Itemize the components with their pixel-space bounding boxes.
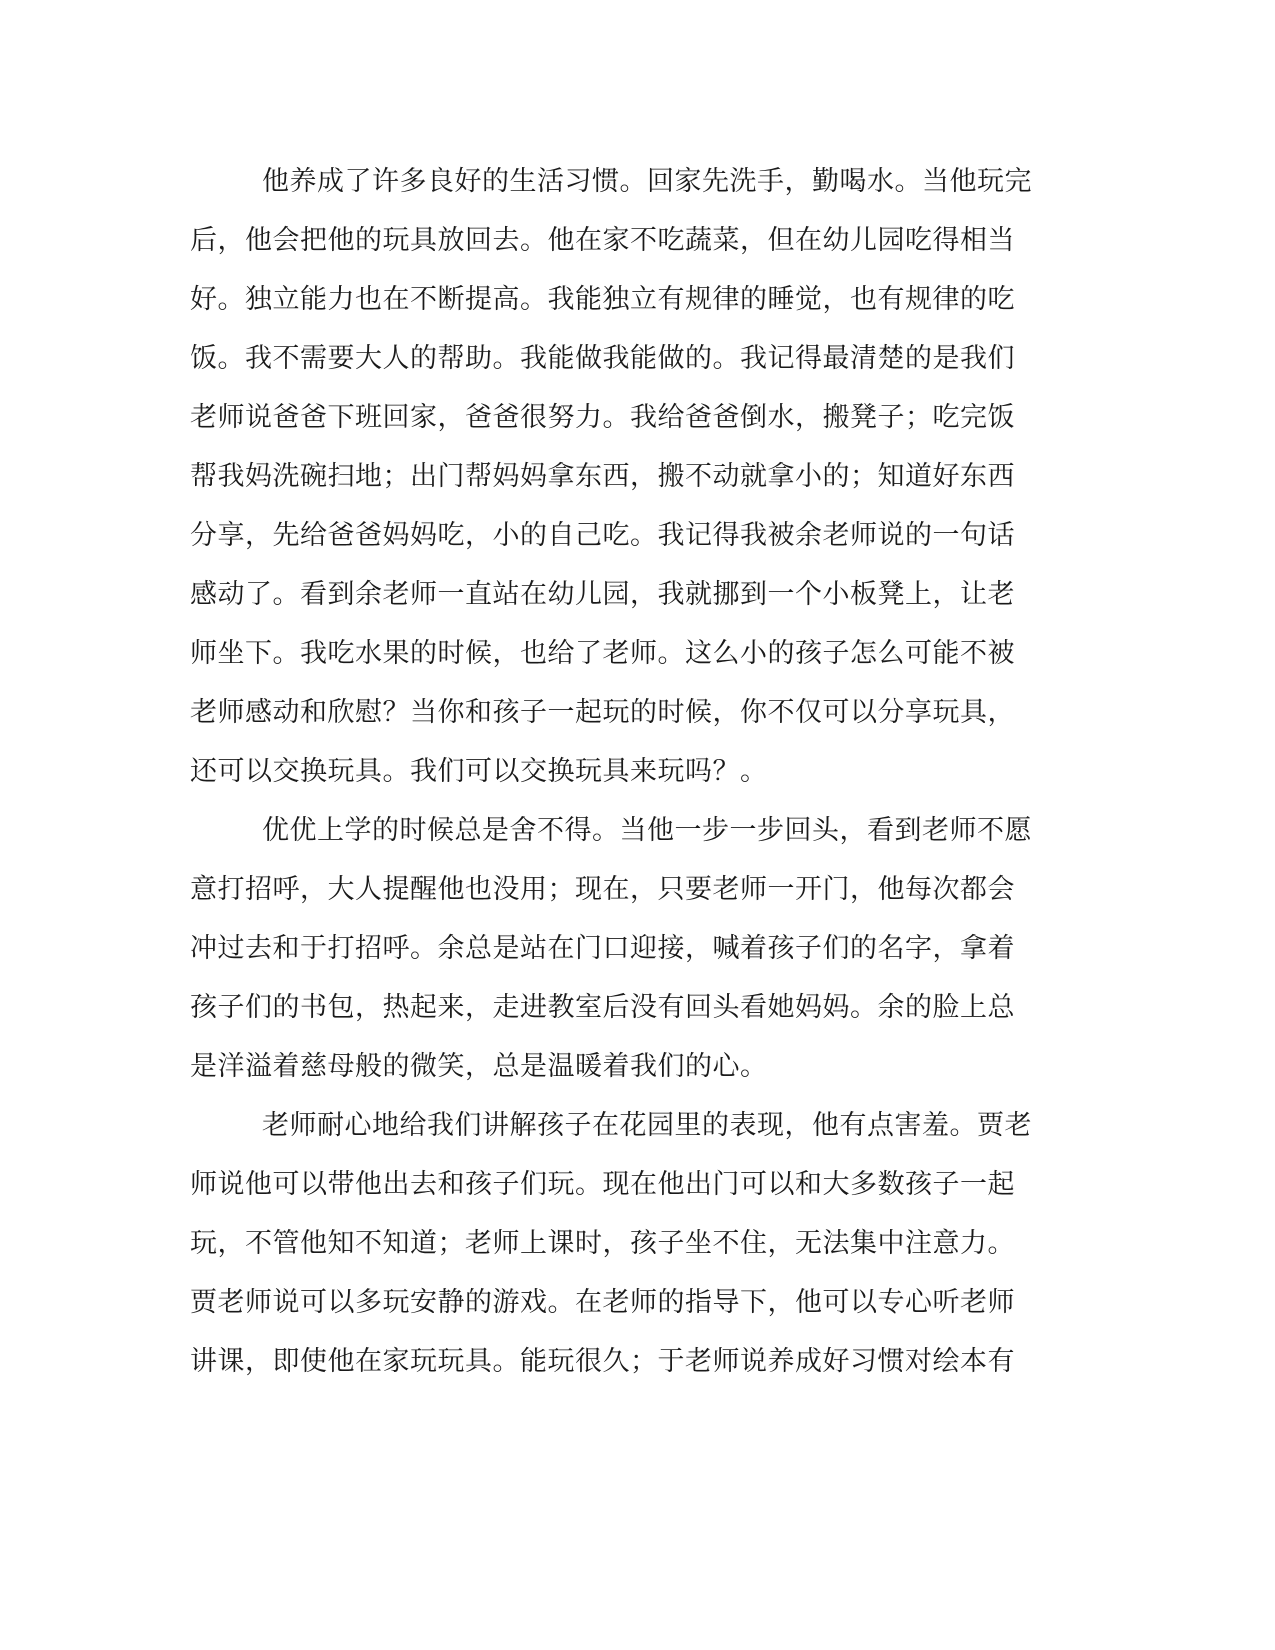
paragraph-1-line-2: 后，他会把他的玩具放回去。他在家不吃蔬菜，但在幼儿园吃得相当 bbox=[190, 225, 1015, 256]
paragraph-1-line-3: 好。独立能力也在不断提高。我能独立有规律的睡觉，也有规律的吃 bbox=[190, 284, 1015, 315]
paragraph-1-line-6: 帮我妈洗碗扫地；出门帮妈妈拿东西，搬不动就拿小的；知道好东西 bbox=[190, 461, 1015, 492]
paragraph-2-line-5: 是洋溢着慈母般的微笑，总是温暖着我们的心。 bbox=[190, 1051, 768, 1082]
paragraph-1-line-9: 师坐下。我吃水果的时候，也给了老师。这么小的孩子怎么可能不被 bbox=[190, 638, 1015, 669]
paragraph-3-line-5: 讲课，即使他在家玩玩具。能玩很久；于老师说养成好习惯对绘本有 bbox=[190, 1346, 1015, 1377]
paragraph-1-line-4: 饭。我不需要大人的帮助。我能做我能做的。我记得最清楚的是我们 bbox=[190, 343, 1015, 374]
paragraph-3-line-3: 玩，不管他知不知道；老师上课时，孩子坐不住，无法集中注意力。 bbox=[190, 1228, 1015, 1259]
paragraph-2-line-3: 冲过去和于打招呼。余总是站在门口迎接，喊着孩子们的名字，拿着 bbox=[190, 933, 1015, 964]
paragraph-2-line-1: 优优上学的时候总是舍不得。当他一步一步回头，看到老师不愿 bbox=[262, 815, 1032, 846]
paragraph-3-line-4: 贾老师说可以多玩安静的游戏。在老师的指导下，他可以专心听老师 bbox=[190, 1287, 1015, 1318]
paragraph-3-line-1: 老师耐心地给我们讲解孩子在花园里的表现，他有点害羞。贾老 bbox=[262, 1110, 1032, 1141]
paragraph-1-line-5: 老师说爸爸下班回家，爸爸很努力。我给爸爸倒水，搬凳子；吃完饭 bbox=[190, 402, 1015, 433]
paragraph-2-line-2: 意打招呼，大人提醒他也没用；现在，只要老师一开门，他每次都会 bbox=[190, 874, 1015, 905]
paragraph-1-line-1: 他养成了许多良好的生活习惯。回家先洗手，勤喝水。当他玩完 bbox=[262, 166, 1032, 197]
paragraph-1-line-10: 老师感动和欣慰？当你和孩子一起玩的时候，你不仅可以分享玩具， bbox=[190, 697, 1015, 728]
paragraph-3-line-2: 师说他可以带他出去和孩子们玩。现在他出门可以和大多数孩子一起 bbox=[190, 1169, 1015, 1200]
paragraph-1-line-11: 还可以交换玩具。我们可以交换玩具来玩吗？。 bbox=[190, 756, 768, 787]
paragraph-1-line-8: 感动了。看到余老师一直站在幼儿园，我就挪到一个小板凳上，让老 bbox=[190, 579, 1015, 610]
paragraph-1-line-7: 分享，先给爸爸妈妈吃，小的自己吃。我记得我被余老师说的一句话 bbox=[190, 520, 1015, 551]
paragraph-2-line-4: 孩子们的书包，热起来，走进教室后没有回头看她妈妈。余的脸上总 bbox=[190, 992, 1015, 1023]
